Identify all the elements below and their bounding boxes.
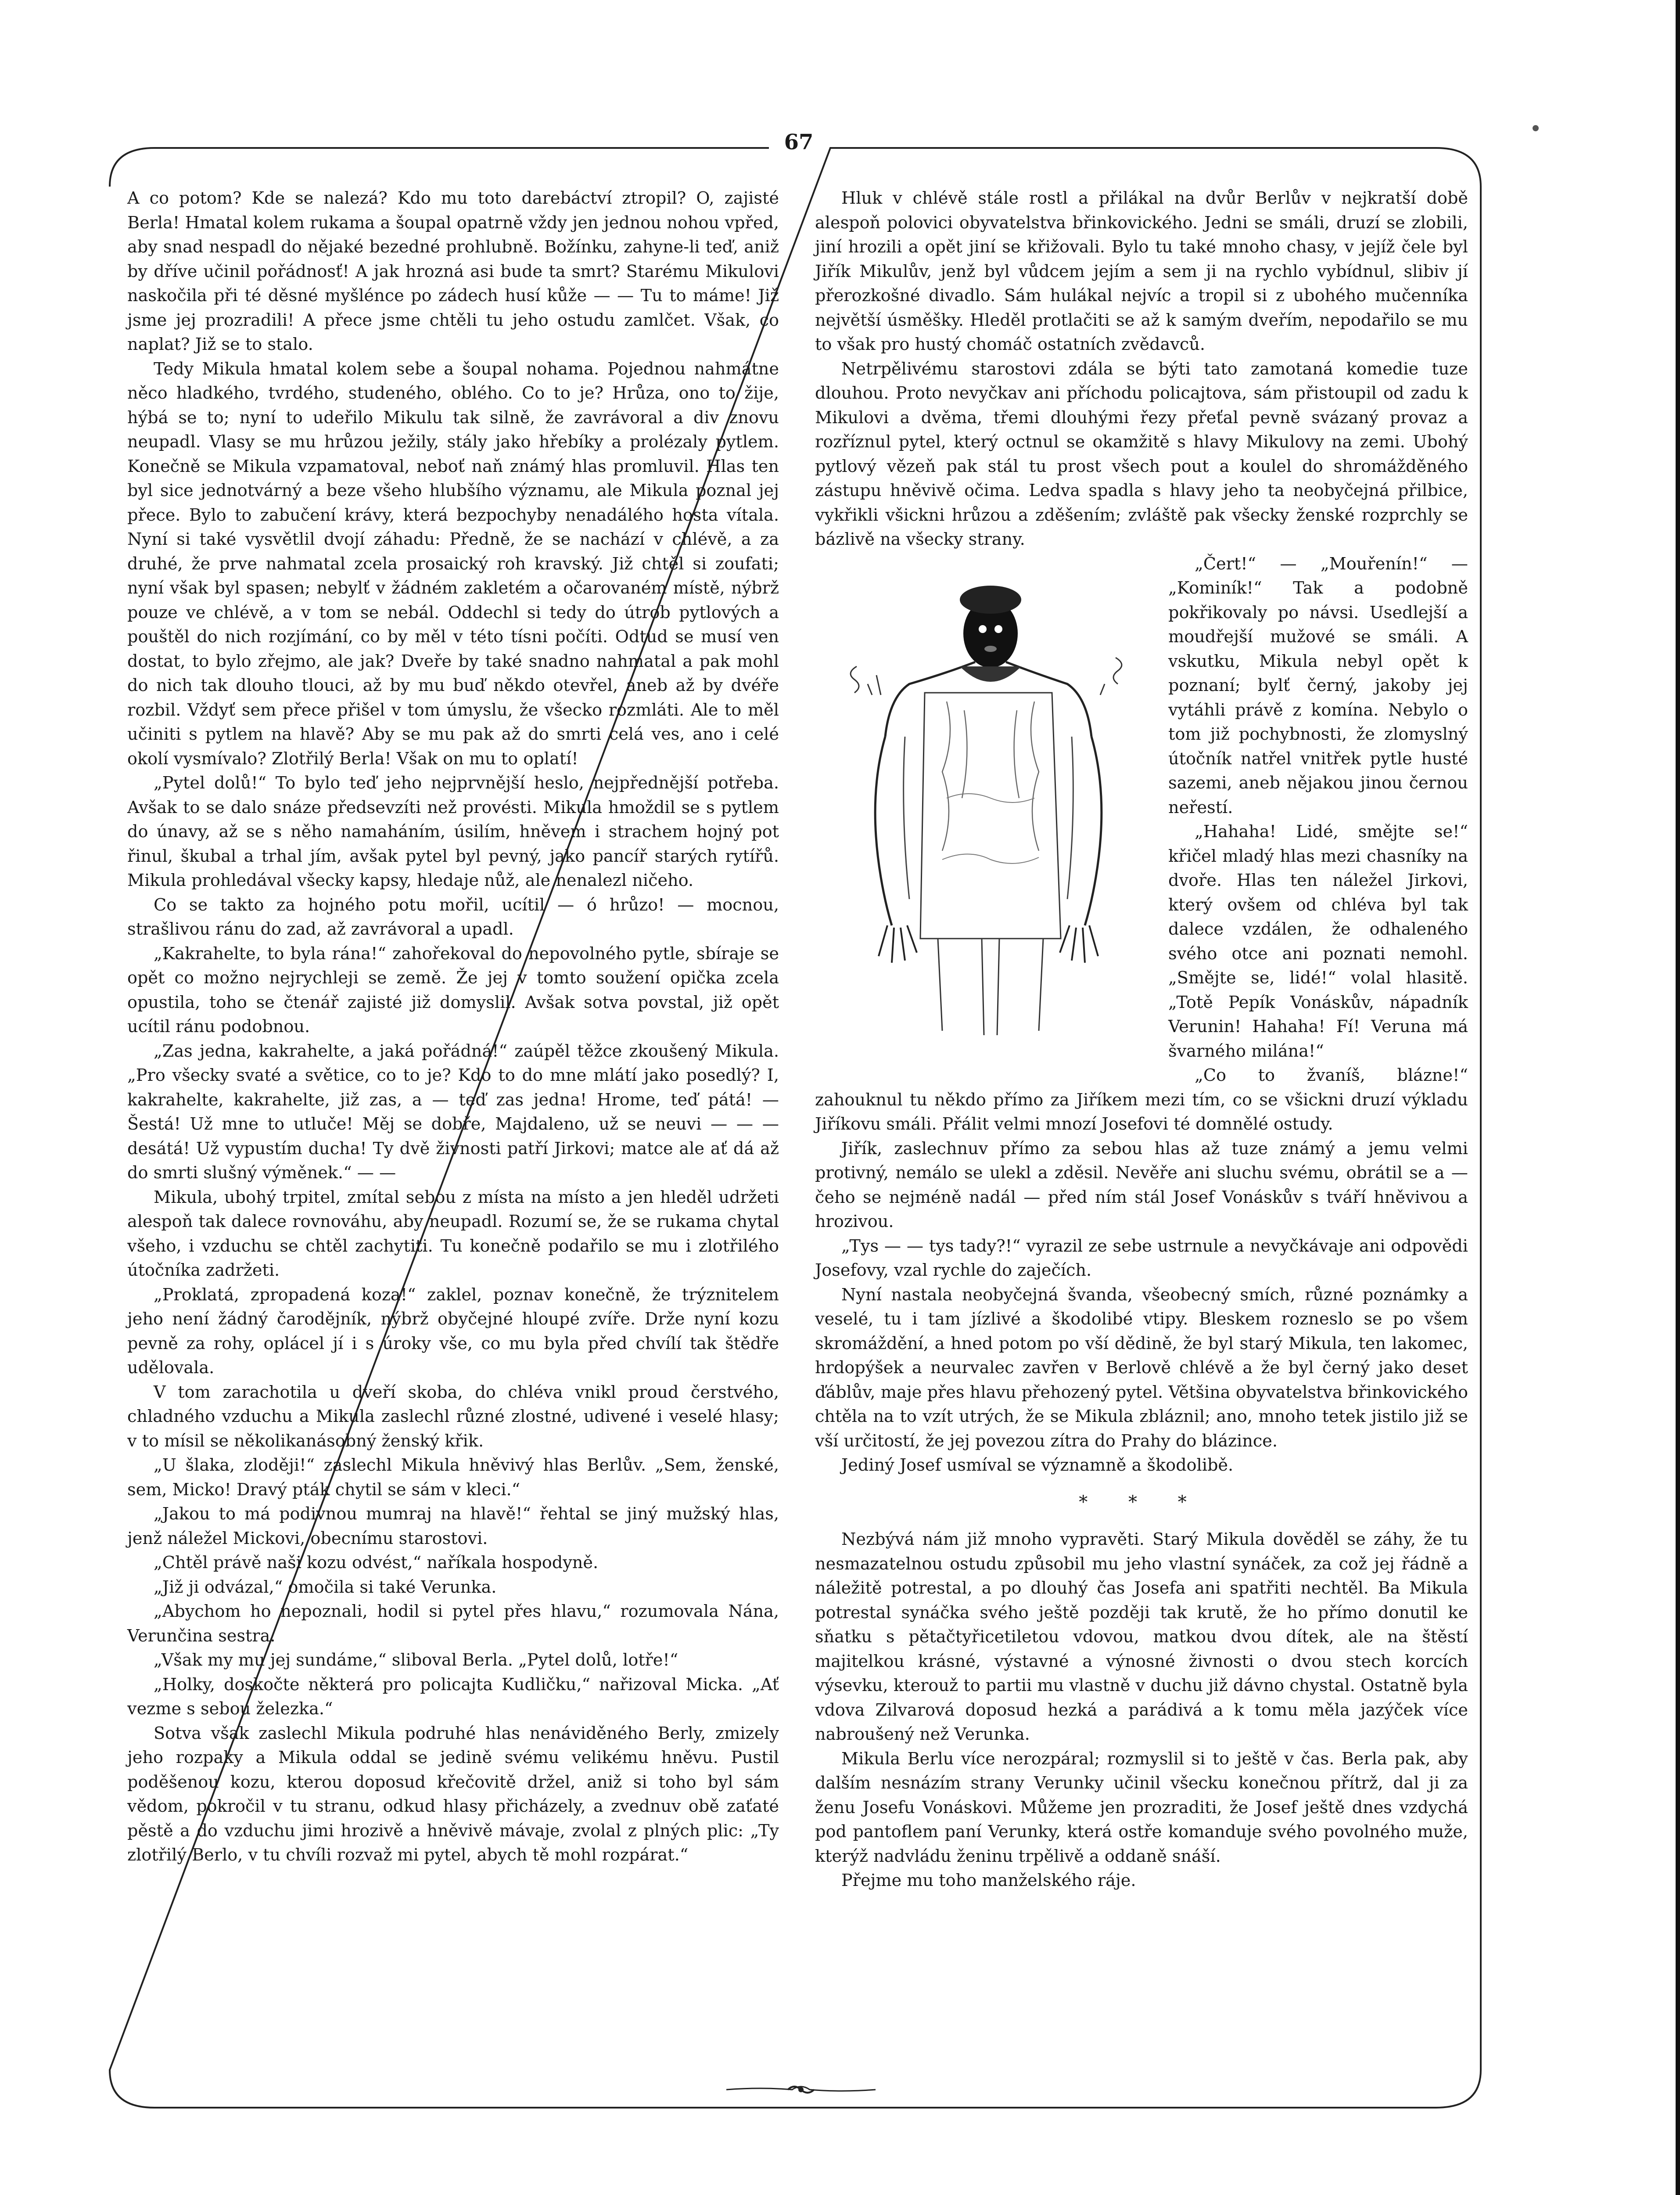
paragraph: „Však my mu jej sundáme,“ sliboval Berla. „Pytel dolů, lotře!“	[154, 1651, 678, 1670]
paragraph: „Zas jedna, kakrahelte, a jaká pořádná!“ zaúpěl těžce zkoušený Mikula. „Pro všecky svaté a světice, co to je? Kdo to do mne mlátí jako posedlý? I, kakrahelte, kakrahelte, již zas, a — teď zas jedna! Hrome, teď pátá! — Šestá! Už mne to utluče! Měj se dobře, Majdaleno, už se neuvi — — — desátá! Už vypustím ducha! Ty dvě živnosti patří Jirkovi; matce ale ať dá až do smrti slušný výměnek.“ — —	[127, 1041, 779, 1183]
paragraph: „Jakou to má podivnou mumraj na hlavě!“ řehtal se jiný mužský hlas, jenž náležel Mickovi, obecnímu starostovi.	[127, 1504, 779, 1548]
paragraph: Jiřík, zaslechnuv přímo za sebou hlas až tuze známý a jemu velmi protivný, nemálo se ulekl a zděsil. Nevěře ani sluchu svému, obrátil se a — čeho se nejméně nadál — před ním stál Josef Vonáskův s tváří hněvivou a hrozivou.	[815, 1139, 1468, 1231]
paragraph: Hluk v chlévě stále rostl a přilákal na dvůr Berlův v nejkratší době alespoň polovici obyvatelstva břinkovického. Jedni se smáli, druzí se zlobili, jiní hrozili a opět jiní se křižovali. Bylo tu také mnoho chasy, v jejíž čele byl Jiřík Mikulův, jenž byl vůdcem jejím a sem ji na rychlo vybídnul, slibiv jí přerozkošné divadlo. Sám hulákal nejvíc a tropil si z ubohého mučenníka největší úsměšky. Hleděl protlačiti se až k samým dveřím, nepodařilo se mu to však pro hustý chomáč ostatních zvědavců.	[815, 189, 1468, 354]
scan-edge	[1676, 0, 1680, 2195]
paragraph: A co potom? Kde se nalezá? Kdo mu toto darebáctví ztropil? O, zajisté Berla! Hmatal kolem rukama a šoupal opatrně vždy jen jednou nohou vpřed, aby snad nespadl do nějaké bezedné prohlubně. Božínku, zahyne-li teď, aniž by dříve učinil pořádnosť! A jak hrozná asi bude ta smrt? Starému Mikulovi naskočila při té děsné myšlénce po zádech husí kůže — — Tu to máme! Již jsme jej prozradili! A přece jsme chtěli tu jeho ostudu zamlčet. Však, co naplat? Již se to stalo.	[127, 189, 779, 354]
section-separator: * * *	[1079, 1492, 1204, 1512]
paragraph: „Kakrahelte, to byla rána!“ zahořekoval do nepovolného pytle, sbíraje se opět co možno nejrychleji se země. Že jej v tomto soužení opička zcela opustila, toho se čtenář zajisté již domyslil. Avšak sotva povstal, již opět ucítil ránu podobnou.	[127, 944, 779, 1036]
illustration-blackened-man	[815, 552, 1157, 1066]
paragraph: V tom zarachotila u dveří skoba, do chléva vnikl proud čerstvého, chladného vzduchu a Mikula zaslechl různé zlostné, udivené i veselé hlasy; v to mísil se několikanásobný ženský křik.	[127, 1382, 779, 1451]
left-column	[127, 187, 779, 1868]
paragraph: Přejme mu toho manželského ráje.	[841, 1871, 1136, 1890]
paragraph: „Chtěl právě naši kozu odvést,“ naříkala hospodyně.	[154, 1553, 599, 1572]
end-ornament	[726, 2081, 876, 2098]
scan-dot	[1533, 125, 1539, 131]
paragraph: „Již ji odvázal,“ omočila si také Verunka.	[154, 1577, 497, 1597]
paragraph: „Abychom ho nepoznali, hodil si pytel přes hlavu,“ rozumovala Nána, Verunčina sestra.	[127, 1602, 779, 1646]
paragraph: „Pytel dolů!“ To bylo teď jeho nejprvnější heslo, nejpřednější potřeba. Avšak to se dalo snáze předsevzíti než provésti. Mikula hmoždil se s pytlem do únavy, až se s něho namaháním, úsilím, hněvem i strachem hojný pot řinul, škubal a trhal jím, avšak pytel byl pevný, jako pancíř starých rytířů. Mikula prohledával všecky kapsy, hledaje nůž, ale nenalezl ničeho.	[127, 774, 779, 890]
paragraph: Nezbývá nám již mnoho vypravěti. Starý Mikula dověděl se záhy, že tu nesmazatelnou ostudu způsobil mu jeho vlastní synáček, za což jej řádně a náležitě potrestal, a po dlouhý čas Josefa ani spatřiti nechtěl. Ba Mikula potrestal synáčka svého ještě později tak krutě, že ho přímo donutil ke sňatku s pětačtyřicetiletou vdovou, matkou dvou dítek, ale na štěstí majitelkou krásné, výstavné a výnosné živnosti o dvou stech korcích výsevku, kterouž to partii mu vlastně v duchu již dávno chystal. Ostatně byla vdova Zilvarová doposud hezká a parádivá a k tomu měla jazýček více nabroušený než Verunka.	[815, 1530, 1468, 1744]
paragraph: „Proklatá, zpropadená koza!“ zaklel, poznav konečně, že trýznitelem jeho není žádný čarodějník, nýbrž obyčejné hloupé zvíře. Drže nyní kozu pevně za rohy, oplácel jí i s úroky vše, co mu byla před chvílí tak štědře udělovala.	[127, 1285, 779, 1378]
paragraph: „Holky, doskočte některá pro policajta Kudličku,“ nařizoval Micka. „Ať vezme s sebou železka.“	[127, 1675, 779, 1719]
paragraph: Netrpělivému starostovi zdála se býti tato zamotaná komedie tuze dlouhou. Proto nevyčkav ani příchodu policajtova, sám přistoupil od zadu k Mikulovi a dvěma, třemi dlouhými řezy přeťal pevně svázaný provaz a rozříznul pytel, který octnul se okamžitě s hlavy Mikulovy na zemi. Ubohý pytlový vězeň pak stál tu prost všech pout a koulel do shromážděného zástupu hněvivě očima. Ledva spadla s hlavy jeho ta neobyčejná přilbice, vykřikli všickni hrůzou a zděšením; zvláště pak všecky ženské rozprchly se bázlivě na všecky strany.	[815, 359, 1468, 549]
paragraph: „Hahaha! Lidé, smějte se!“ křičel mladý hlas mezi chasníky na dvoře. Hlas ten náležel Jirkovi, který ovšem od chléva byl tak dalece vzdálen, že odhaleného svého otce ani poznati nemohl. „Smějte se, lidé!“ volal hlasitě. „Totě Pepík Vonáskův, nápadník Verunin! Hahaha! Fí! Veruna má švarného milána!“	[1168, 822, 1468, 1061]
paragraph: Mikula Berlu více nerozpáral; rozmyslil si to ještě v čas. Berla pak, aby dalším nesnázím strany Verunky učinil všecku konečnou přítrž, dal ji za ženu Josefu Vonáskovi. Můžeme jen prozraditi, že Josef ještě dnes vzdychá pod pantoflem paní Verunky, která ostře komanduje svého povolného muže, kterýž nadvládu ženinu trpělivě a oddaně snáší.	[815, 1749, 1468, 1866]
paragraph: Co se takto za hojného potu mořil, ucítil — ó hrůzo! — mocnou, strašlivou ránu do zad, až zavrávoral a upadl.	[127, 895, 779, 939]
paragraph: „U šlaka, zloději!“ zaslechl Mikula hněvivý hlas Berlův. „Sem, ženské, sem, Micko! Dravý pták chytil se sám v kleci.“	[127, 1456, 779, 1500]
page-number: 67	[784, 130, 814, 155]
paragraph: Nyní nastala neobyčejná švanda, všeobecný smích, různé poznámky a veselé, tu i tam jízlivé a škodolibé vtipy. Bleskem rozneslo se po všem skromáždění, a hned potom po vší dědině, že byl starý Mikula, ten lakomec, hrdopýšek a neurvalec zavřen v Berlově chlévě a že byl černý jako deset ďáblův, maje přes hlavu přehozený pytel. Většina obyvatelstva břinkovického chtěla na to vzít utrých, že se Mikula zbláznil; ano, mnoho tetek jistilo již se vší určitostí, že jej povezou zítra do Prahy do blázince.	[815, 1285, 1468, 1451]
illustration-drawing	[815, 552, 1157, 1066]
paragraph: Tedy Mikula hmatal kolem sebe a šoupal nohama. Pojednou nahmátne něco hladkého, tvrdého, studeného, oblého. Co to je? Hrůza, ono to žije, hýbá se to; nyní to udeřilo Mikulu tak silně, že zavrávoral a div znovu neupadl. Vlasy se mu hrůzou ježily, stály jako hřebíky a prolézaly pytlem. Konečně se Mikula vzpamatoval, neboť naň známý hlas promluvil. Hlas ten byl sice jednotvárný a beze všeho hlubšího významu, ale Mikula poznal jej přece. Bylo to zabučení krávy, která bezpochyby nenadálého hosta vítala. Nyní si také vysvětlil dvojí záhadu: Předně, že se nachází v chlévě, a za druhé, že prve nahmatal zcela prosaický roh kravský. Již chtěl si zoufati; nyní však byl spasen; nebylť v žádném zakletém a očarovaném místě, nýbrž pouze ve chlévě, a v tom se nebál. Oddechl si tedy do útrob pytlových a pouštěl do nich rozjímání, co by měl v této tísni počíti. Odtud se musí ven dostat, to bylo zřejmo, ale jak? Dveře by také snadno nahmatal a pak mohl do nich tak dlouho tlouci, až by mu buď někdo otevřel, aneb až by dvéře rozbil. Vždyť sem přece přišel v tom úmyslu, že všecko rozmláti. Ale to měl učiniti s pytlem na hlavě? Aby se mu pak až do smrti celá ves, ano i celé okolí vysmívalo? Zlotřilý Berla! Však on mu to oplatí!	[127, 359, 779, 769]
paragraph: Mikula, ubohý trpitel, zmítal sebou z místa na místo a jen hleděl udržeti alespoň tak dalece rovnováhu, aby neupadl. Rozumí se, že se rukama chytal všeho, i vzduchu se chtěl zachytiti. Tu konečně podařilo se mu i zlotřilého útočníka zadržeti.	[127, 1187, 779, 1280]
paragraph: Sotva však zaslechl Mikula podruhé hlas nenáviděného Berly, zmizely jeho rozpaky a Mikula oddal se jedině svému velikému hněvu. Pustil poděšenou kozu, kterou doposud křečovitě držel, aniž si toho byl sám vědom, pokročil v tu stranu, odkud hlasy přicházely, a zvednuv obě zaťaté pěstě a do vzduchu jimi hrozivě a hněvivě mávaje, zvolal z plných plic: „Ty zlotřilý Berlo, v tu chvíli rozvaž mi pytel, abych tě mohl rozpárat.“	[127, 1724, 779, 1865]
paragraph: Jediný Josef usmíval se významně a škodolibě.	[841, 1456, 1234, 1475]
paragraph: „Co to žvaníš, blázne!“ zahouknul tu někdo přímo za Jiříkem mezi tím, co se všickni druzí výkladu Jiříkovu smáli. Přálit velmi mnozí Josefovi té domnělé ostudy.	[815, 1066, 1468, 1134]
right-column	[815, 187, 1468, 1893]
paragraph: „Tys — — tys tady?!“ vyrazil ze sebe ustrnule a nevyčkávaje ani odpovědi Josefovy, vzal rychle do zaječích.	[815, 1236, 1468, 1280]
paragraph: „Čert!“ — „Mouřenín!“ — „Kominík!“ Tak a podobně pokřikovaly po návsi. Usedlejší a moudřejší mužové se smáli. A vskutku, Mikula nebyl opět k poznaní; bylť černý, jakoby jej vytáhli právě z komína. Nebylo o tom již pochybnosti, že zlomyslný útočník natřel vnitřek pytle husté sazemi, aneb nějakou jinou černou neřestí.	[1168, 554, 1468, 817]
